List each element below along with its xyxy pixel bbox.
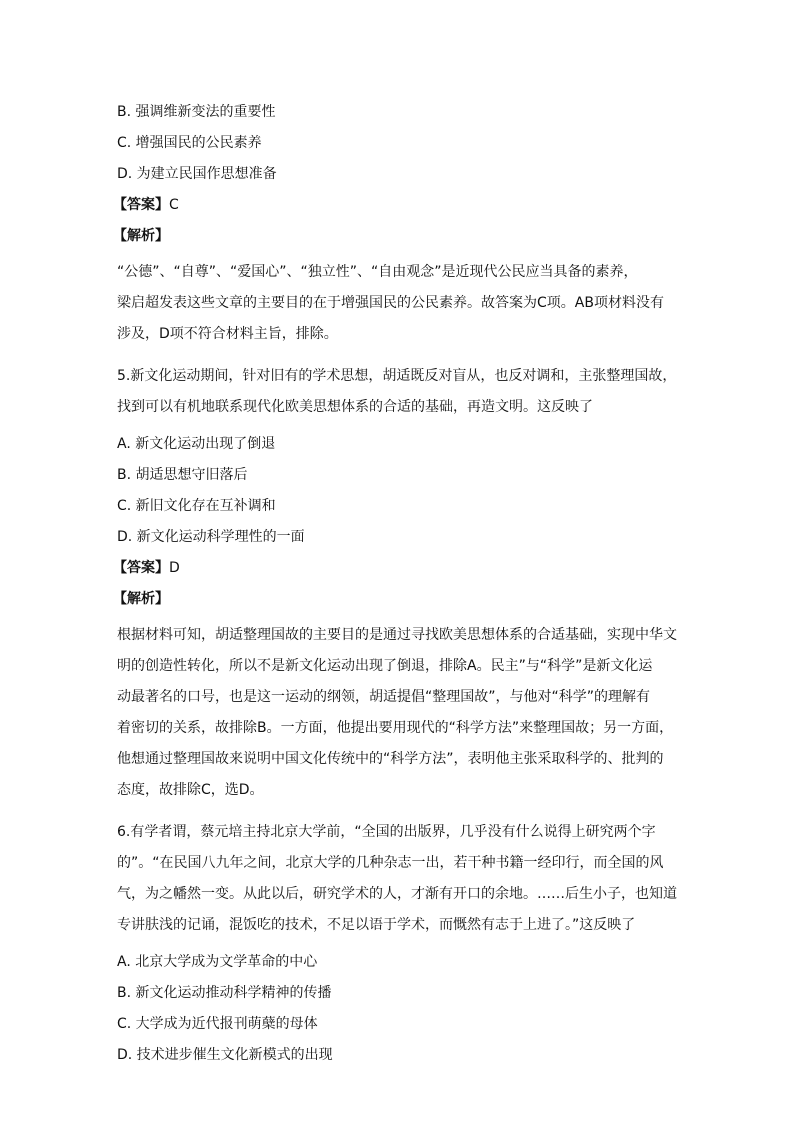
q5-option-c: C. 新旧文化存在互补调和 [117, 498, 276, 514]
q5-stem [117, 361, 677, 423]
q5-stem-line: 5.新文化运动期间，针对旧有的学术思想，胡适既反对盲从，也反对调和，主张整理国故， [117, 368, 677, 384]
q5-analysis-line: 明的创造性转化，所以不是新文化运动出现了倒退，排除A。民主”与“科学”是新文化运 [117, 658, 653, 674]
q4-answer-value: C [169, 197, 179, 213]
document-page [113, 102, 677, 1076]
q6-stem-line: 专讲肤浅的记诵，混饭吃的技术，不足以语于学术，而慨然有志于上进了。”这反映了 [117, 917, 636, 933]
q5-answer [113, 558, 677, 578]
q4-option-c: C. 增强国民的公民素养 [117, 135, 262, 151]
q6-option-c: C. 大学成为近代报刊萌蘖的母体 [117, 1016, 318, 1032]
q5-answer-value: D [169, 560, 180, 576]
q4-analysis-line: 涉及，D项不符合材料主旨，排除。 [117, 326, 338, 342]
q5-analysis-line: 着密切的关系，故排除B。一方面，他提出要用现代的“科学方法”来整理国故；另一方面， [117, 720, 674, 736]
q5-option-a: A. 新文化运动出现了倒退 [117, 436, 276, 452]
q5-analysis-label: 【解析】 [113, 591, 169, 607]
q6-stem-line: 6.有学者谓，蔡元培主持北京大学前，“全国的出版界，几乎没有什么说得上研究两个字 [117, 824, 656, 840]
q4-analysis [117, 257, 677, 350]
q5-option-b: B. 胡适思想守旧落后 [117, 467, 248, 483]
q6-option-a: A. 北京大学成为文学革命的中心 [117, 954, 318, 970]
q4-option-b: B. 强调维新变法的重要性 [117, 104, 276, 120]
q4-option-d: D. 为建立民国作思想准备 [117, 166, 277, 182]
q6-stem-line: 的”。“在民国八九年之间，北京大学的几种杂志一出，若干种书籍一经印行，而全国的风 [117, 855, 664, 871]
q5-analysis-line: 他想通过整理国故来说明中国文化传统中的“科学方法”，表明他主张采取科学的、批判的 [117, 751, 664, 767]
q4-analysis-line: 梁启超发表这些文章的主要目的在于增强国民的公民素养。故答案为C项。AB项材料没有 [117, 295, 664, 311]
q6-option-d: D. 技术进步催生文化新模式的出现 [117, 1047, 333, 1063]
q6-stem-line: 气，为之幡然一变。从此以后，研究学术的人，才渐有开口的余地。……后生小子，也知道 [117, 886, 677, 902]
q6-stem [117, 817, 677, 941]
q5-option-d: D. 新文化运动科学理性的一面 [117, 529, 305, 545]
q5-analysis-line: 态度，故排除C，选D。 [117, 782, 264, 798]
q5-stem-line: 找到可以有机地联系现代化欧美思想体系的合适的基础，再造文明。这反映了 [117, 399, 593, 415]
q4-analysis-label: 【解析】 [113, 228, 169, 244]
q5-analysis [117, 620, 677, 806]
q5-answer-label: 【答案】 [113, 560, 169, 576]
q5-analysis-heading [113, 589, 677, 609]
q4-analysis-line: “公德”、“自尊”、“爱国心”、“独立性”、“自由观念”是近现代公民应当具备的素养， [117, 264, 638, 280]
q5-analysis-line: 动最著名的口号，也是这一运动的纲领，胡适提倡“整理国故”，与他对“科学”的理解有 [117, 689, 651, 705]
q4-analysis-heading [113, 226, 677, 246]
q6-option-b: B. 新文化运动推动科学精神的传播 [117, 985, 332, 1001]
q4-answer [113, 195, 677, 215]
q5-analysis-line: 根据材料可知，胡适整理国故的主要目的是通过寻找欧美思想体系的合适基础，实现中华文 [117, 627, 677, 643]
q4-answer-label: 【答案】 [113, 197, 169, 213]
